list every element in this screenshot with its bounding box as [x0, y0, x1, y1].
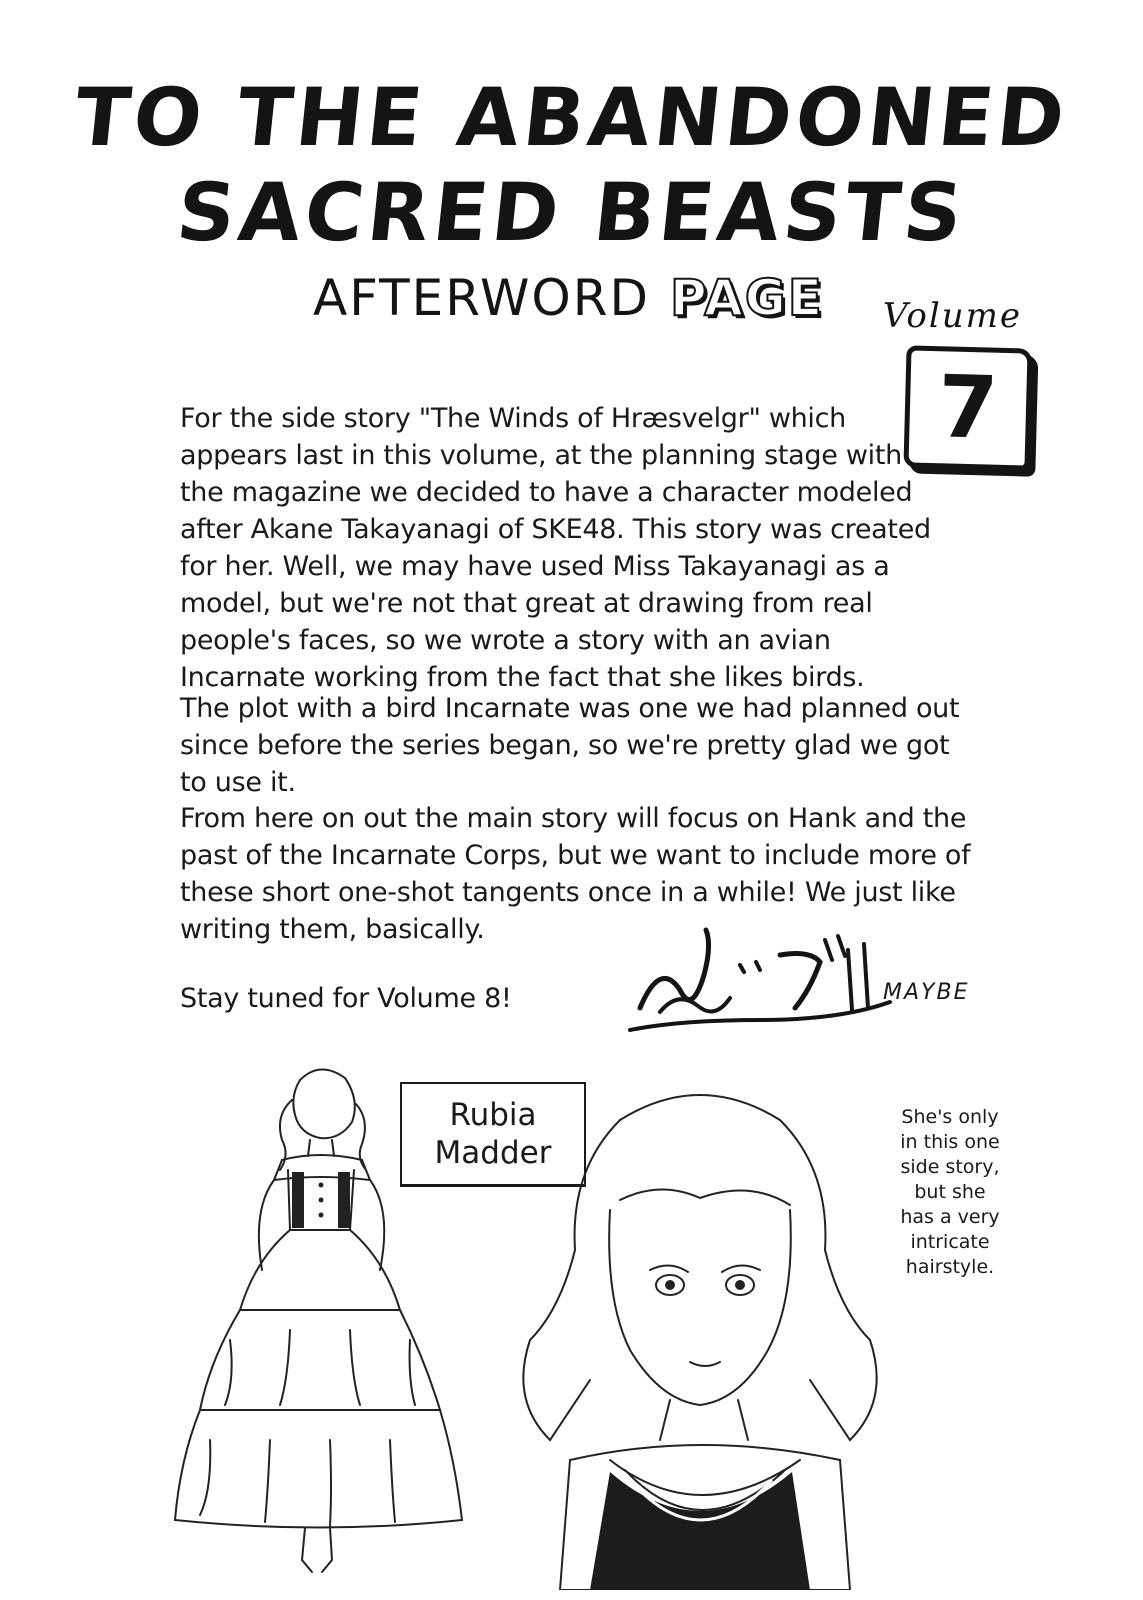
author-signature — [620, 920, 900, 1050]
character-name-first: Rubia — [449, 1097, 537, 1133]
afterword-paragraph-3: From here on out the main story will focus on Hank and the past of the Incarnate Corps, but we want to include more of these short one-shot tangents once in a while! We just like writing them, basically. — [180, 803, 971, 945]
volume-label: Volume — [883, 296, 1023, 336]
page-badge: PAGE — [670, 269, 824, 327]
character-side-note: She's only in this one side story, but she has a very intricate hairstyle. — [900, 1106, 1000, 1278]
afterword-paragraph-2: The plot with a bird Incarnate was one we had planned out since before the series began, so we're pretty glad we got to use it. — [180, 693, 960, 798]
afterword-closing: Stay tuned for Volume 8! — [180, 983, 512, 1014]
page-title-line-1: TO THE ABANDONED — [70, 71, 1073, 164]
signature-note: MAYBE — [883, 980, 970, 1005]
character-name-last: Madder — [434, 1135, 552, 1171]
volume-number: 7 — [936, 357, 1000, 459]
page-title-line-2: SACRED BEASTS — [172, 166, 971, 259]
character-full-body-illustration — [170, 1060, 470, 1580]
afterword-label: AFTERWORD — [313, 269, 651, 327]
character-portrait-illustration — [510, 1080, 890, 1590]
afterword-paragraph-1: For the side story "The Winds of Hræsvelgr" which appears last in this volume, at the planning stage with the magazine we decided to have a character modeled after Akane Takayanagi of SKE48. This story was created for her. Well, we may have used Miss Takayanagi as a model, but we're not that great at drawing from real people's faces, so we wrote a story with an avian Incarnate working from the fact that she likes birds. — [180, 403, 931, 693]
